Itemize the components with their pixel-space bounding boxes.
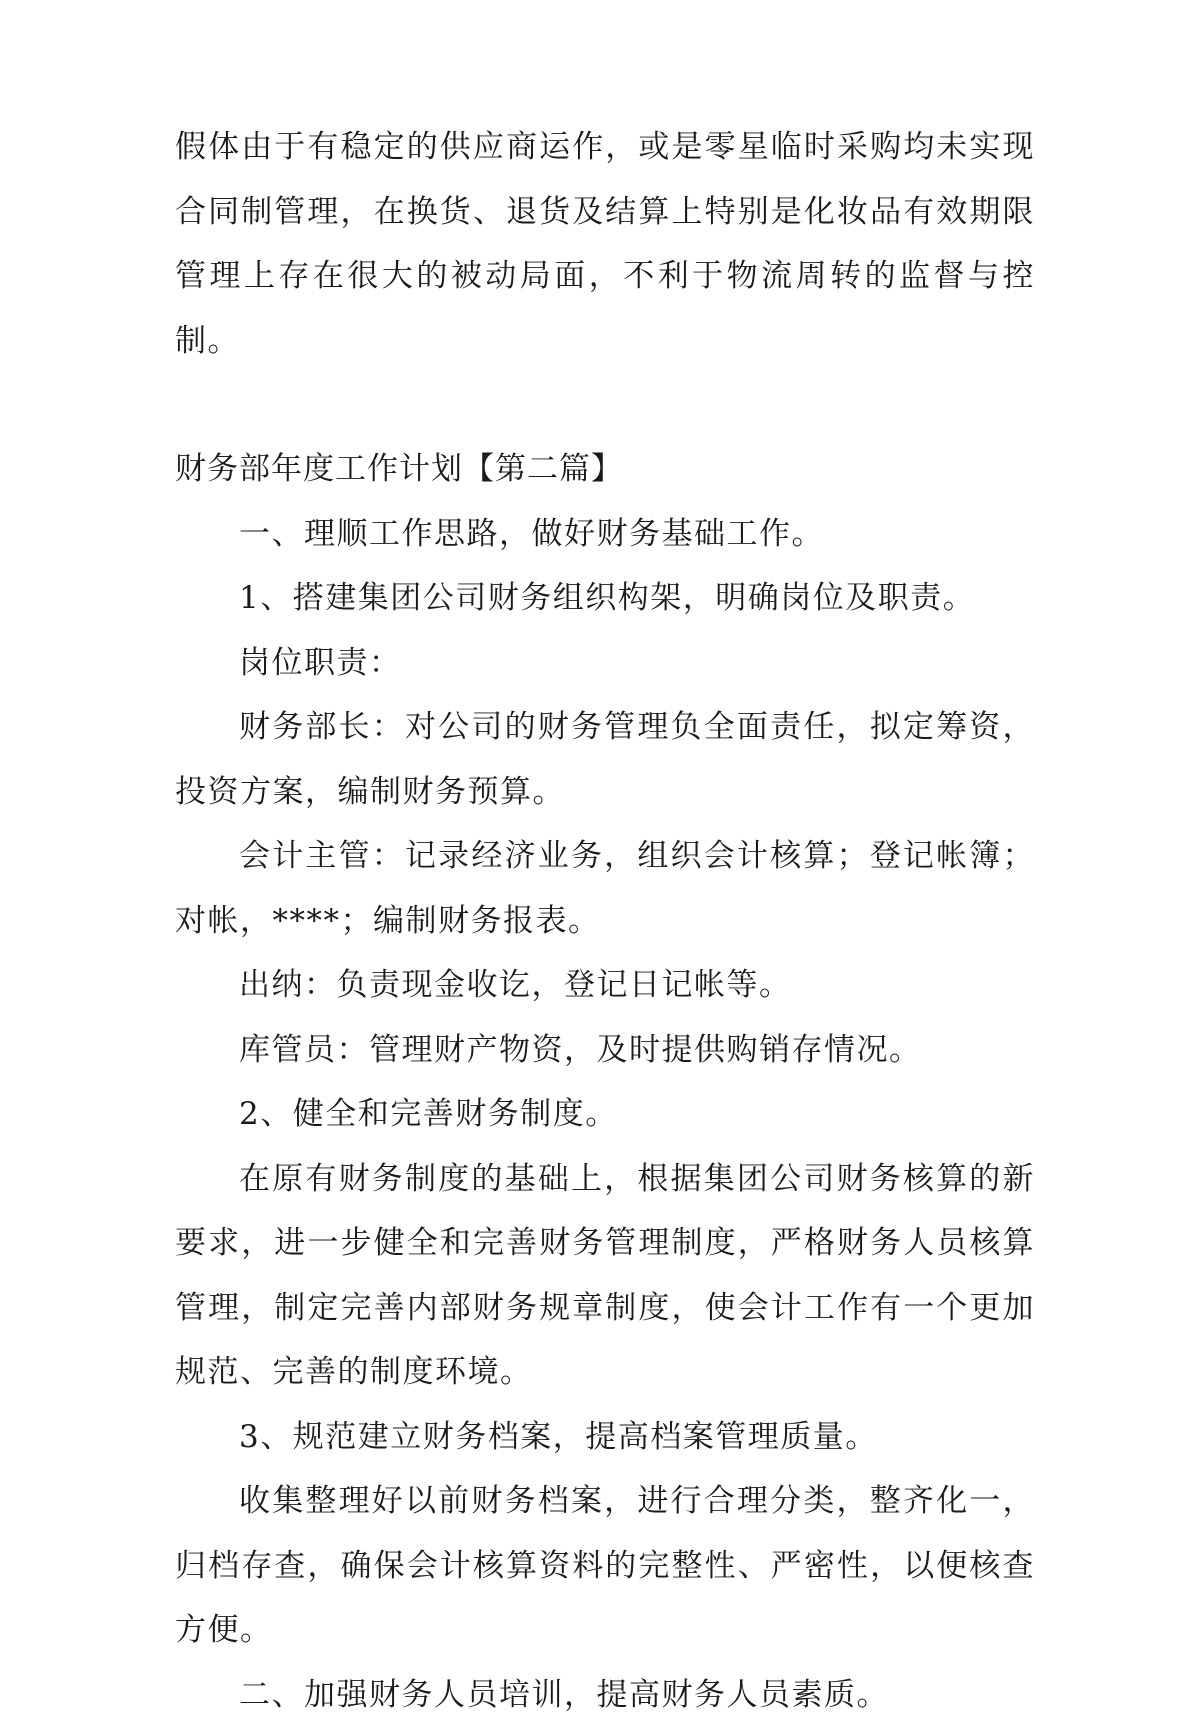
section-title: 财务部年度工作计划【第二篇】: [175, 437, 1035, 502]
paragraph-item-2: 1、搭建集团公司财务组织构架，明确岗位及职责。: [175, 566, 1035, 631]
paragraph-item-12: 二、加强财务人员培训，提高财务人员素质。: [175, 1663, 1035, 1727]
paragraph-item-11: 收集整理好以前财务档案，进行合理分类，整齐化一，归档存查，确保会计核算资料的完整性、严密性，以便核查方便。: [175, 1469, 1035, 1663]
paragraph-item-5: 会计主管：记录经济业务，组织会计核算；登记帐簿；对帐，****；编制财务报表。: [175, 824, 1035, 953]
paragraph-item-9: 在原有财务制度的基础上，根据集团公司财务核算的新要求，进一步健全和完善财务管理制度，严格财务人员核算管理，制定完善内部财务规章制度，使会计工作有一个更加规范、完善的制度环境。: [175, 1147, 1035, 1405]
paragraph-intro: 假体由于有稳定的供应商运作，或是零星临时采购均未实现合同制管理，在换货、退货及结算上特别是化妆品有效期限管理上存在很大的被动局面，不利于物流周转的监督与控制。: [175, 115, 1035, 373]
paragraph-item-3: 岗位职责：: [175, 631, 1035, 696]
paragraph-item-7: 库管员：管理财产物资，及时提供购销存情况。: [175, 1018, 1035, 1083]
paragraph-item-10: 3、规范建立财务档案，提高档案管理质量。: [175, 1405, 1035, 1470]
document-body: [175, 115, 1035, 1727]
paragraph-item-6: 出纳：负责现金收讫，登记日记帐等。: [175, 953, 1035, 1018]
paragraph-item-8: 2、健全和完善财务制度。: [175, 1082, 1035, 1147]
paragraph-item-1: 一、理顺工作思路，做好财务基础工作。: [175, 502, 1035, 567]
paragraph-item-4: 财务部长：对公司的财务管理负全面责任，拟定筹资，投资方案，编制财务预算。: [175, 695, 1035, 824]
